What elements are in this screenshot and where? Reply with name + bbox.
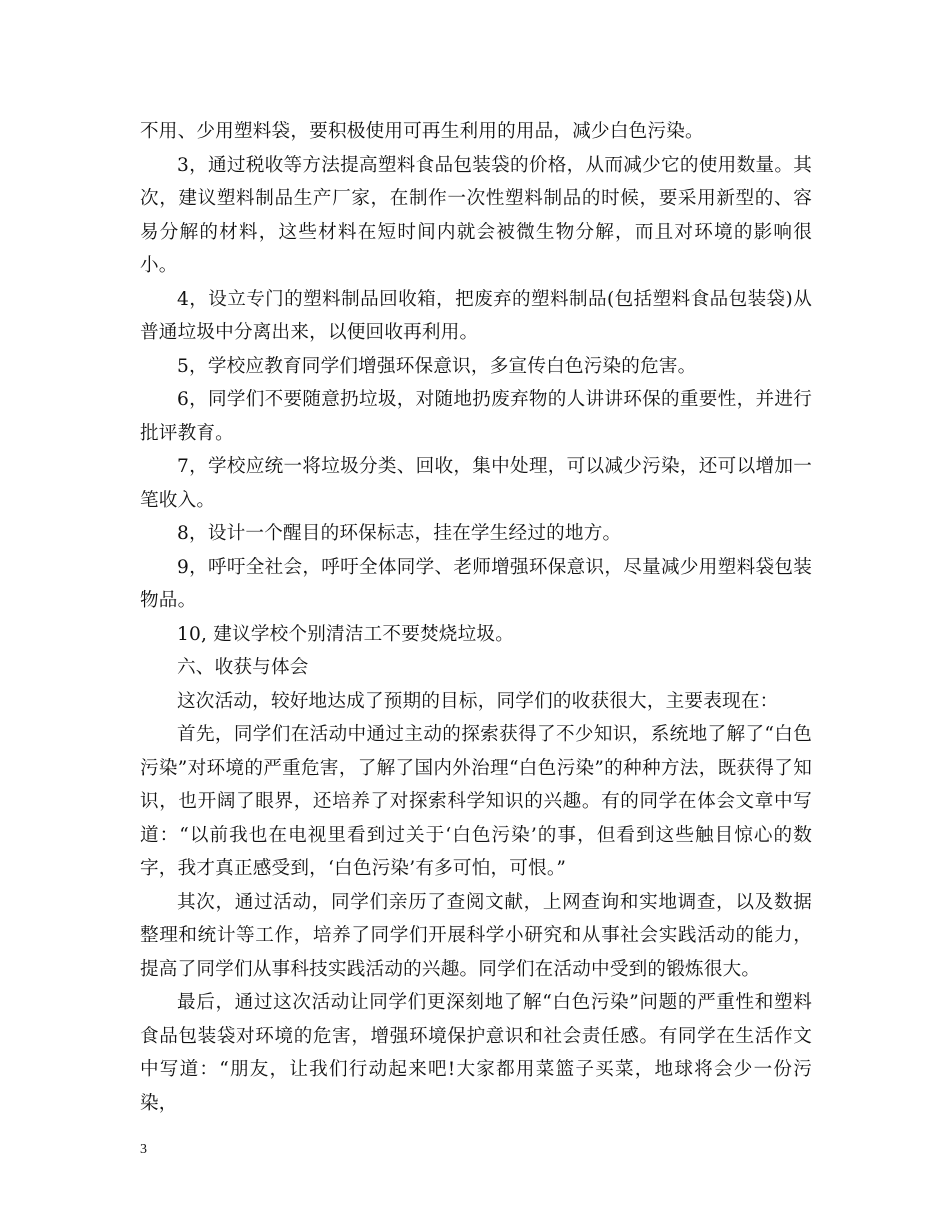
paragraph: 5，学校应教育同学们增强环保意识，多宣传白色污染的危害。 xyxy=(177,355,697,377)
paragraph: 9，呼吁全社会，呼吁全体同学、老师增强环保意识，尽量减少用塑料袋包装物品。 xyxy=(140,556,812,611)
paragraph: 其次，通过活动，同学们亲历了查阅文献，上网查询和实地调查，以及数据整理和统计等工作，培养了同学们开展科学小研究和从事社会实践活动的能力，提高了同学们从事科技实践活动的兴趣。同学们在活动中受到的锻炼很大。 xyxy=(140,891,812,980)
paragraph: 最后，通过这次活动让同学们更深刻地了解“白色污染”问题的严重性和塑料食品包装袋对环境的危害，增强环境保护意识和社会责任感。有同学在生活作文中写道：“朋友，让我们行动起来吧!大家都用菜篮子买菜，地球将会少一份污染， xyxy=(140,992,812,1114)
section-heading: 六、收获与体会 xyxy=(177,657,309,678)
document-body xyxy=(140,115,812,1120)
paragraph: 10, 建议学校个别清洁工不要焚烧垃圾。 xyxy=(177,623,514,645)
paragraph: 7，学校应统一将垃圾分类、回收，集中处理，可以减少污染，还可以增加一笔收入。 xyxy=(140,456,812,511)
paragraph: 8，设计一个醒目的环保标志，挂在学生经过的地方。 xyxy=(177,523,622,544)
paragraph: 这次活动，较好地达成了预期的目标，同学们的收获很大，主要表现在： xyxy=(177,690,779,712)
page-number: 3 xyxy=(140,1142,147,1157)
paragraph: 首先，同学们在活动中通过主动的探索获得了不少知识，系统地了解了“白色污染”对环境的严重危害，了解了国内外治理“白色污染”的种种方法，既获得了知识，也开阔了眼界，还培养了对探索科学知识的兴趣。有的同学在体会文章中写道：“以前我也在电视里看到过关于‘白色污染’的事，但看到这些触目惊心的数字，我才真正感受到，‘白色污染’有多可怕，可恨。” xyxy=(140,724,812,879)
paragraph: 6，同学们不要随意扔垃圾，对随地扔废弃物的人讲讲环保的重要性，并进行批评教育。 xyxy=(140,389,812,444)
paragraph: 3，通过税收等方法提高塑料食品包装袋的价格，从而减少它的使用数量。其次，建议塑料制品生产厂家，在制作一次性塑料制品的时候，要采用新型的、容易分解的材料，这些材料在短时间内就会被微生物分解，而且对环境的影响很小。 xyxy=(140,154,812,276)
paragraph: 4，设立专门的塑料制品回收箱，把废弃的塑料制品(包括塑料食品包装袋)从普通垃圾中分离出来，以便回收再利用。 xyxy=(140,288,812,343)
paragraph: 不用、少用塑料袋，要积极使用可再生利用的用品，减少白色污染。 xyxy=(140,121,704,142)
